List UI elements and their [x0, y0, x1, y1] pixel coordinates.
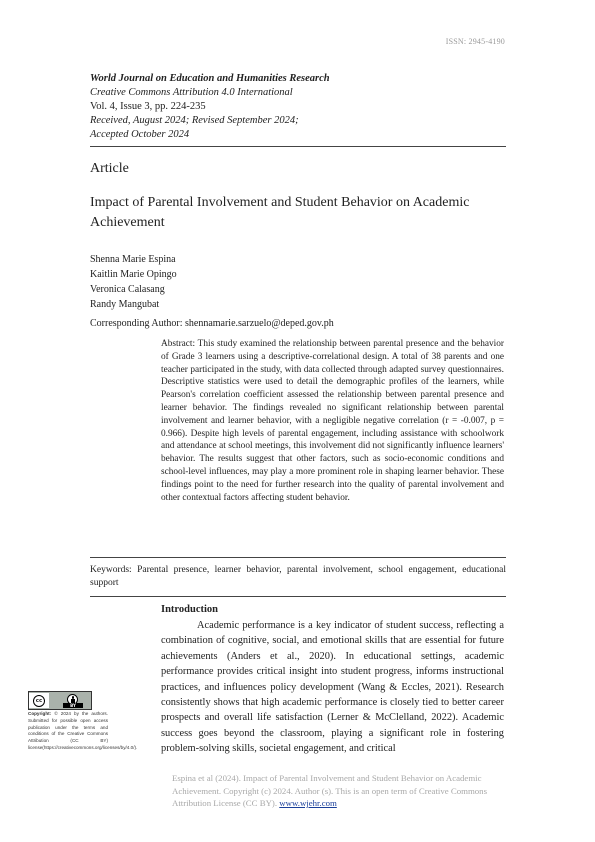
copyright-label: Copyright:	[28, 711, 52, 716]
keywords: Keywords: Parental presence, learner behavior, parental involvement, school engagement, educational support	[90, 565, 506, 588]
article-type-label: Article	[90, 161, 129, 176]
journal-website-link[interactable]: www.wjehr.com	[279, 798, 337, 808]
copyright-text: © 2024 by the authors. Submitted for possible open access publication under the terms and conditions of the Creative Commons Attribution (CC BY) license(https://creativecommons.org/licenses/by/4.0/).	[28, 711, 138, 750]
keywords-top-divider	[90, 557, 506, 558]
journal-info	[90, 72, 510, 142]
author-name: Randy Mangubat	[90, 299, 160, 310]
paper-title: Impact of Parental Involvement and Student Behavior on Academic Achievement	[90, 195, 470, 230]
journal-license: Creative Commons Attribution 4.0 International	[90, 87, 293, 98]
cc-icon: cc	[33, 695, 45, 707]
issn-label: ISSN: 2945-4190	[445, 37, 505, 46]
journal-volume: Vol. 4, Issue 3, pp. 224-235	[90, 101, 206, 112]
cc-by-license-badge[interactable]	[28, 691, 92, 710]
corresponding-author: Corresponding Author: shennamarie.sarzuelo@deped.gov.ph	[90, 318, 334, 329]
author-list	[90, 252, 177, 312]
received-dates: Received, August 2024; Revised September 2024;	[90, 115, 299, 126]
journal-title: World Journal on Education and Humanities Research	[90, 73, 330, 84]
section-heading: Introduction	[161, 604, 218, 615]
section-body: Academic performance is a key indicator of student success, reflecting a combination of cognitive, social, and emotional skills that are essential for future achievements (Anders et al., 2020). In educational settings, academic performance provides critical insight into student progress, informs instructional practices, and influences policy development (Wang & Eccles, 2021). Research consistently shows that high academic performance is closely tied to better career prospects and overall life satisfaction (Lerner & McClelland, 2022). Academic success goes beyond the classroom, playing a significant role in fostering problem-solving skills, societal engagement, and critical	[161, 620, 504, 755]
author-name: Kaitlin Marie Opingo	[90, 269, 177, 280]
keywords-bottom-divider	[90, 596, 506, 597]
author-name: Shenna Marie Espina	[90, 254, 176, 265]
copyright-notice	[28, 711, 138, 752]
abstract: Abstract: This study examined the relationship between parental presence and the behavior of Grade 3 learners using a descriptive-correlational design. A total of 38 parents and one teacher participated in the study, with data collected through adapted survey questionnaires. Descriptive statistics were used to detail the demographic profiles of the learners, while Pearson's correlation coefficient assessed the relationship between parental presence and learner behavior. The findings revealed no significant relationship between parental involvement and learner behavior, with a negligible negative correlation (r = -0.007, p = 0.966). Despite high levels of parental engagement, including assistance with schoolwork and attendance at school meetings, this involvement did not significantly influence learners' behavior. The results suggest that other factors, such as socio-economic conditions and school-level influences, may play a more prominent role in shaping learner behavior. These findings point to the need for further research into the quality of parental involvement and other contextual factors affecting student behavior.	[161, 339, 504, 503]
page-footer	[172, 772, 517, 810]
accepted-date: Accepted October 2024	[90, 129, 190, 140]
header-divider	[90, 146, 506, 147]
by-logo	[49, 693, 91, 708]
cc-logo	[29, 693, 49, 708]
by-label: BY	[63, 703, 83, 708]
footer-citation: Espina et al (2024). Impact of Parental Involvement and Student Behavior on Academic Achievement. Copyright (c) 2024. Author (s). This is an open term of Creative Commons Attribution License (CC BY).	[172, 773, 488, 808]
author-name: Veronica Calasang	[90, 284, 165, 295]
